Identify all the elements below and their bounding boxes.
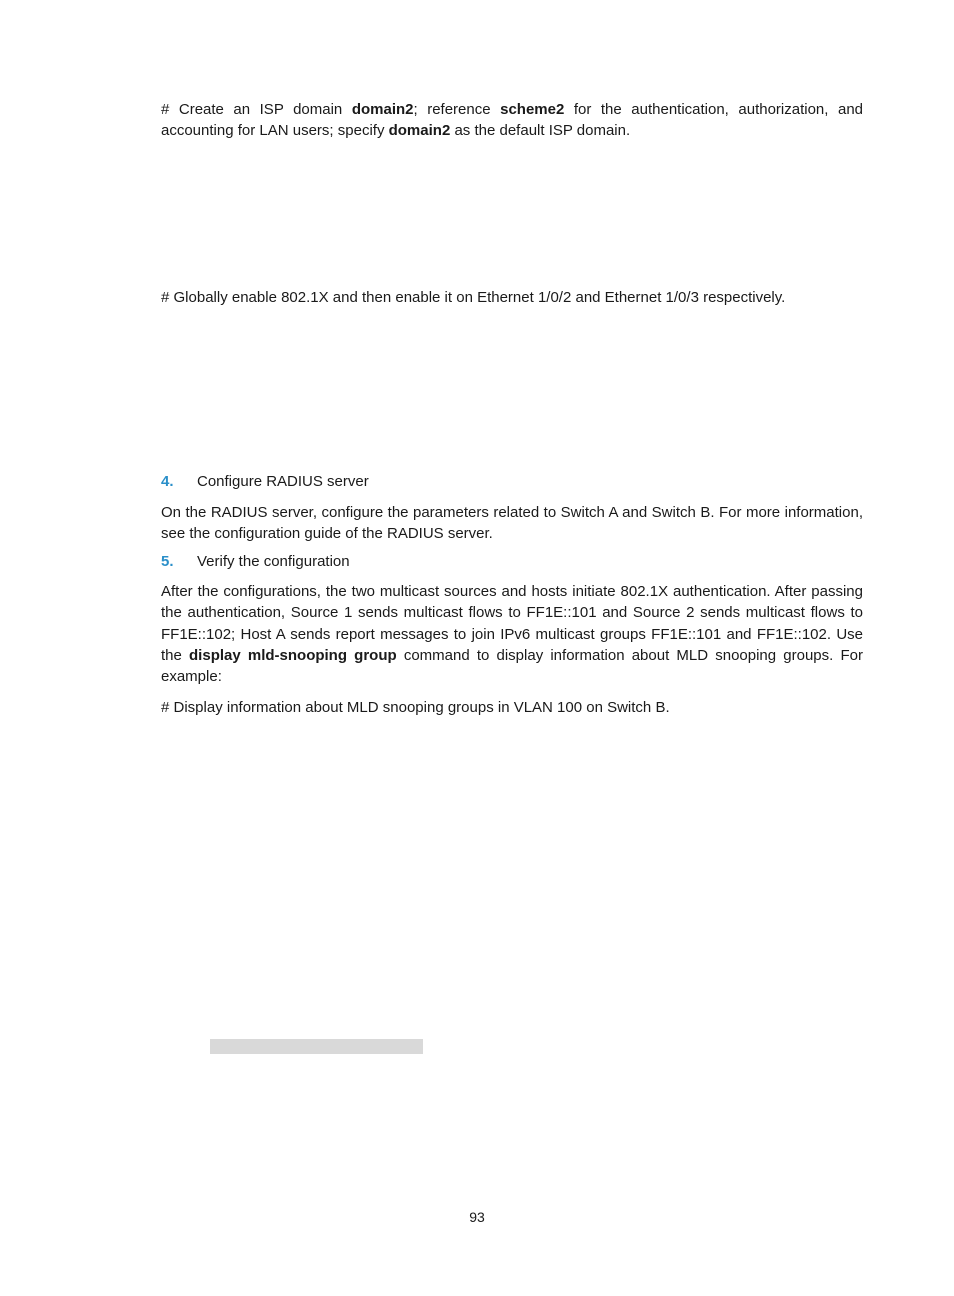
step-number: 5. — [161, 553, 174, 570]
text: ; reference — [413, 101, 501, 118]
step-label: Verify the configuration — [197, 553, 350, 570]
step-number: 4. — [161, 473, 174, 490]
text: # Create an ISP domain — [161, 101, 352, 118]
keyword-domain2: domain2 — [388, 122, 451, 140]
text: After the configurations, the two multicast sources and hosts initiate 802.1X authentication. After passing the authentication, Source 1 sends multicast flows to FF1E::101 and Source 2 sends multicast flows to FF1E::102; Host A sends report messages to join IPv6 multicast groups FF1E::101 and FF1E::102. Use the — [161, 583, 863, 664]
text: command to display information about MLD snooping groups. For example: — [161, 646, 863, 686]
text: as the default ISP domain. — [450, 122, 631, 140]
keyword-scheme2: scheme2 — [500, 101, 565, 118]
text: for the authentication, authorization, and accounting for LAN users; specify — [161, 101, 863, 140]
paragraph-enable-8021x: # Globally enable 802.1X and then enable it on Ethernet 1/0/2 and Ethernet 1/0/3 respectively. — [161, 289, 786, 306]
paragraph-radius-server: On the RADIUS server, configure the parameters related to Switch A and Switch B. For more information, see the configuration guide of the RADIUS server. — [161, 504, 863, 543]
paragraph-display-info: # Display information about MLD snooping groups in VLAN 100 on Switch B. — [161, 699, 670, 716]
step-verify-configuration — [161, 551, 350, 572]
keyword-domain2: domain2 — [351, 101, 414, 118]
step-configure-radius-server — [161, 471, 369, 492]
paragraph-create-isp-domain — [161, 99, 863, 142]
page-number: 93 — [469, 1209, 485, 1225]
keyword-display-mld-snooping-group: display mld-snooping group — [189, 646, 397, 664]
step-label: Configure RADIUS server — [197, 473, 369, 490]
paragraph-verification — [161, 581, 863, 687]
code-highlight-bar — [210, 1039, 423, 1054]
